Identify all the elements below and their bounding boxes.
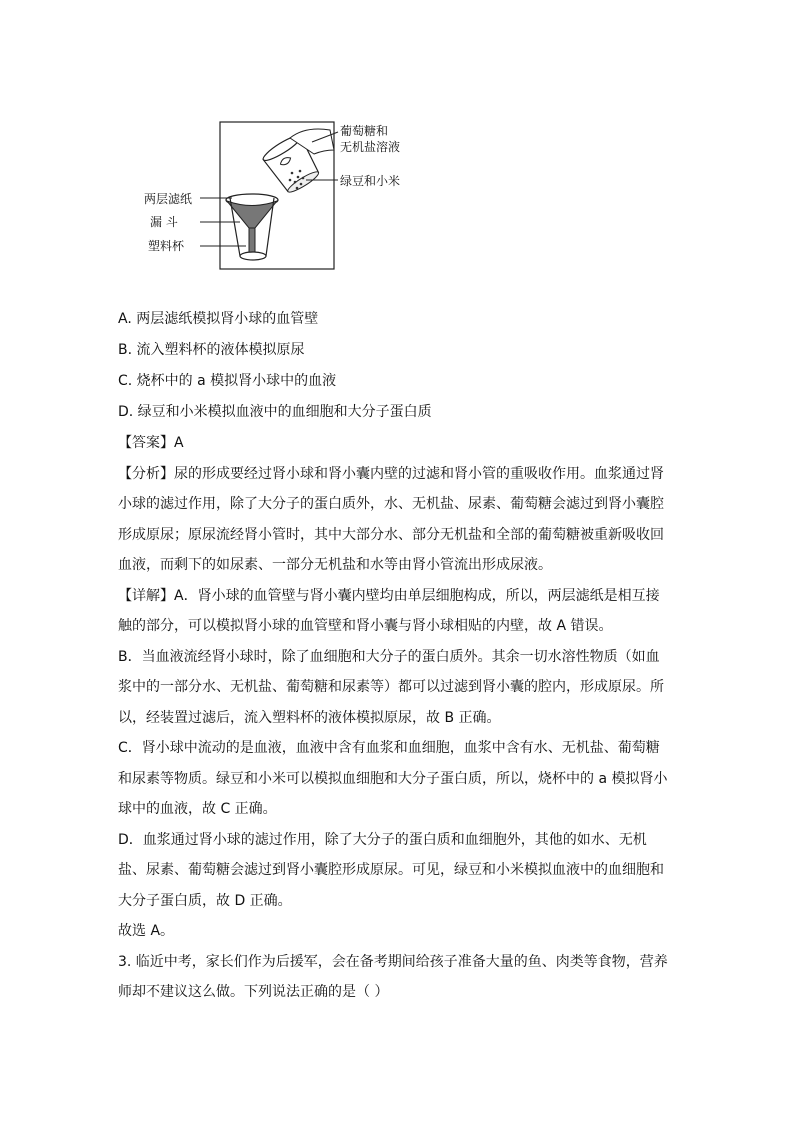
analysis-line: 血液，而剩下的如尿素、一部分无机盐和水等由肾小管流出形成尿液。: [118, 557, 552, 573]
filtration-model-figure: [140, 118, 420, 273]
answer-line: [118, 428, 678, 459]
detail-line: B．当血液流经肾小球时，除了血细胞和大分子的蛋白质外。其余一切水溶性物质（如血: [118, 648, 660, 665]
analysis-paragraph: [118, 459, 678, 581]
detail-line: C．肾小球中流动的是血液，血液中含有血浆和血细胞，血浆中含有水、无机盐、葡萄糖: [118, 740, 660, 756]
detail-b-paragraph: [118, 642, 678, 734]
detail-line: 浆中的一部分水、无机盐、葡萄糖和尿素等）都可以过滤到肾小囊的腔内，形成原尿。所: [118, 679, 664, 695]
label-funnel: 漏 斗: [150, 215, 178, 229]
detail-line: 和尿素等物质。绿豆和小米可以模拟血细胞和大分子蛋白质，所以，烧杯中的 a 模拟肾小: [118, 770, 668, 787]
answer-text: 【答案】A: [118, 435, 184, 451]
question-3-paragraph: [118, 947, 678, 1008]
question-content: [118, 304, 678, 1008]
label-glucose-solution-line2: 无机盐溶液: [340, 140, 401, 154]
option-b[interactable]: B. 流入塑料杯的液体模拟原尿: [118, 342, 305, 358]
detail-c-paragraph: [118, 733, 678, 825]
label-filter-paper: 两层滤纸: [144, 192, 193, 206]
detail-line: D．血浆通过肾小球的滤过作用，除了大分子的蛋白质和血细胞外，其他的如水、无机: [118, 831, 647, 848]
option-c[interactable]: C. 烧杯中的 a 模拟肾小球中的血液: [118, 373, 337, 389]
detail-line: 球中的血液，故 C 正确。: [118, 801, 277, 817]
detail-a-paragraph: [118, 581, 678, 642]
detail-line: 盐、尿素、葡萄糖会滤过到肾小囊腔形成原尿。可见，绿豆和小米模拟血液中的血细胞和: [118, 862, 664, 878]
conclusion-paragraph: [118, 916, 678, 947]
question-3-line: 师却不建议这么做。下列说法正确的是（ ）: [118, 984, 389, 1000]
option-a[interactable]: A. 两层滤纸模拟肾小球的血管壁: [118, 311, 319, 327]
detail-line: 大分子蛋白质，故 D 正确。: [118, 892, 292, 909]
label-plastic-cup: 塑料杯: [148, 239, 185, 253]
analysis-line: 形成原尿；原尿流经肾小管时，其中大部分水、部分无机盐和全部的葡萄糖被重新吸收回: [118, 526, 664, 543]
question-3-line: 3. 临近中考，家长们作为后援军，会在备考期间给孩子准备大量的鱼、肉类等食物，营养: [118, 953, 668, 970]
detail-line: 以，经装置过滤后，流入塑料杯的液体模拟原尿，故 B 正确。: [118, 709, 501, 726]
detail-d-paragraph: [118, 825, 678, 917]
label-beans-millet: 绿豆和小米: [340, 174, 401, 188]
detail-line: 【详解】A．肾小球的血管壁与肾小囊内壁均由单层细胞构成，所以，两层滤纸是相互接: [118, 587, 660, 604]
analysis-line: 【分析】尿的形成要经过肾小球和肾小囊内壁的过滤和肾小管的重吸收作用。血浆通过肾: [118, 465, 664, 482]
detail-line: 触的部分，可以模拟肾小球的血管壁和肾小囊与肾小球相贴的内壁，故 A 错误。: [118, 618, 613, 634]
option-d[interactable]: D. 绿豆和小米模拟血液中的血细胞和大分子蛋白质: [118, 404, 432, 420]
label-glucose-solution: 葡萄糖和: [340, 124, 389, 138]
analysis-line: 小球的滤过作用，除了大分子的蛋白质外，水、无机盐、尿素、葡萄糖会滤过到肾小囊腔: [118, 496, 664, 512]
conclusion-text: 故选 A。: [118, 923, 175, 939]
